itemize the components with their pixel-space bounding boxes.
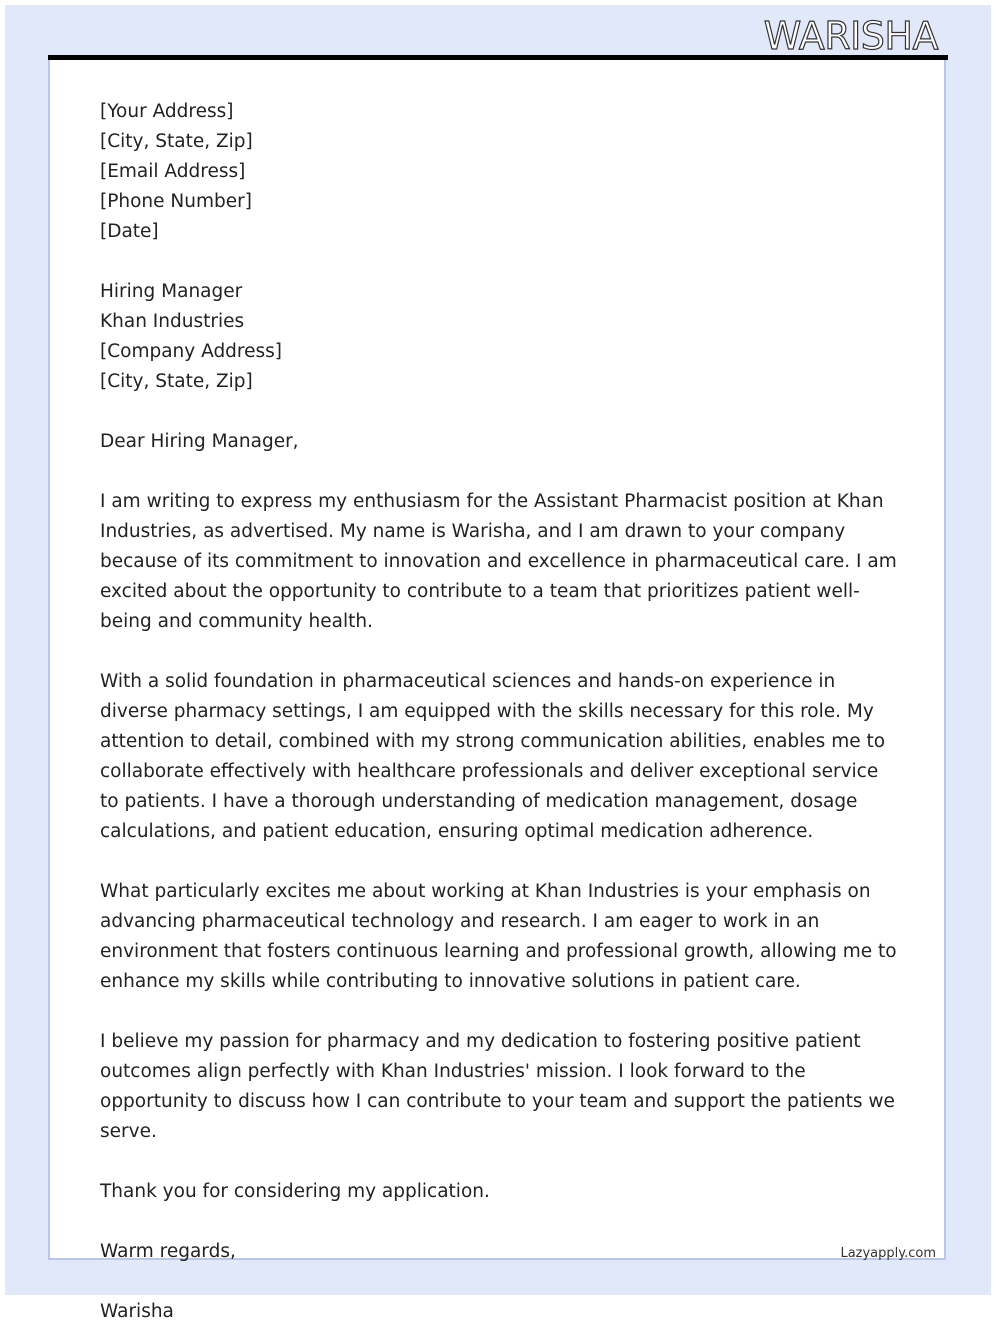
salutation: Dear Hiring Manager, — [100, 431, 299, 452]
body-paragraph-1: I am writing to express my enthusiasm for the Assistant Pharmacist position at Khan Industries, as advertised. My name is Warisha, and I am drawn to your company because of its commitment to innovation and excellence in pharmaceutical care. I am excited about the opportunity to contribute to a team that prioritizes patient well-being and community health. — [100, 491, 897, 632]
recipient-address: [Company Address] — [100, 341, 283, 362]
sender-email: [Email Address] — [100, 161, 246, 182]
cover-letter-body — [100, 97, 900, 1327]
sender-phone: [Phone Number] — [100, 191, 252, 212]
letter-date: [Date] — [100, 221, 159, 242]
sender-address: [Your Address] — [100, 101, 234, 122]
recipient-company: Khan Industries — [100, 311, 245, 332]
body-paragraph-3: What particularly excites me about working at Khan Industries is your emphasis on advancing pharmaceutical technology and research. I am eager to work in an environment that fosters continuous learning and professional growth, allowing me to enhance my skills while contributing to innovative solutions in patient care. — [100, 881, 897, 992]
body-paragraph-4: I believe my passion for pharmacy and my dedication to fostering positive patient outcomes align perfectly with Khan Industries' mission. I look forward to the opportunity to discuss how I can contribute to your team and support the patients we serve. — [100, 1031, 895, 1142]
recipient-city-state-zip: [City, State, Zip] — [100, 371, 253, 392]
brand-name: WARISHA — [763, 14, 938, 58]
watermark: Lazyapply.com — [840, 1246, 936, 1261]
sender-city-state-zip: [City, State, Zip] — [100, 131, 253, 152]
thanks-line: Thank you for considering my application. — [100, 1181, 490, 1202]
body-paragraph-2: With a solid foundation in pharmaceutical sciences and hands-on experience in diverse pharmacy settings, I am equipped with the skills necessary for this role. My attention to detail, combined with my strong communication abilities, enables me to collaborate effectively with healthcare professionals and deliver exceptional service to patients. I have a thorough understanding of medication management, dosage calculations, and patient education, ensuring optimal medication adherence. — [100, 671, 886, 842]
signature-name: Warisha — [100, 1301, 174, 1322]
closing: Warm regards, — [100, 1241, 236, 1262]
recipient-name: Hiring Manager — [100, 281, 243, 302]
